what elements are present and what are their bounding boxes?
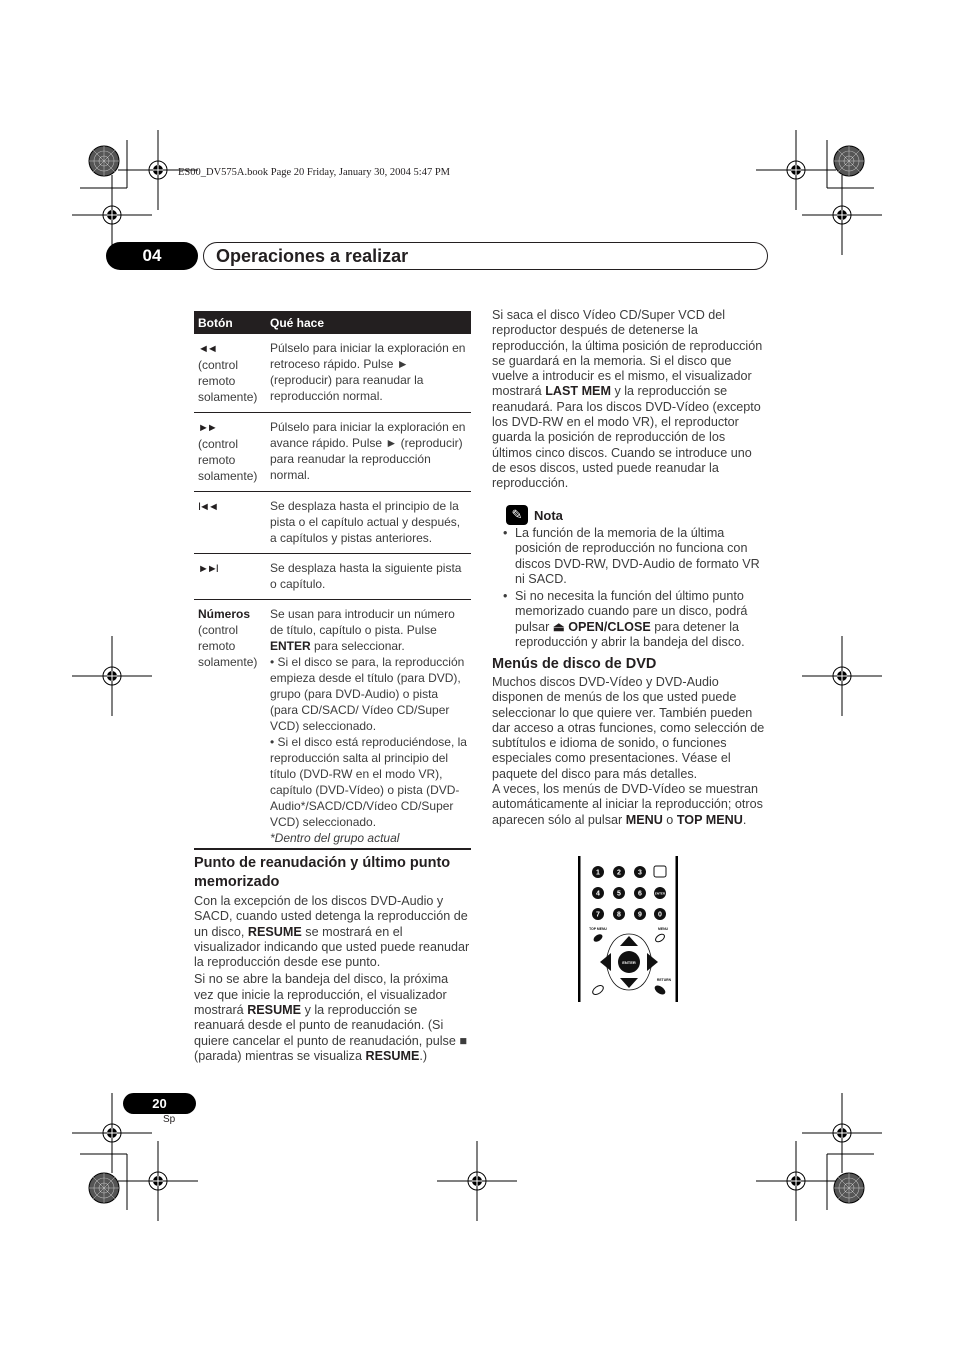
resume-p2-c: .)	[419, 1048, 428, 1063]
resume-label: RESUME	[247, 924, 302, 939]
header-action: Qué hace	[266, 311, 471, 334]
page-language: Sp	[163, 1114, 176, 1125]
description-cell: Púlselo para iniciar la exploración en avance rápido. Pulse ► (reproducir) para reanudar la reproducción normal.	[266, 413, 471, 492]
top-menu-label: TOP MENU	[676, 812, 743, 827]
last-mem-a: Si saca el disco Vídeo CD/Super VCD del reproductor después de detenerse la reproducción, la última posición de reproducción se guardará en la memoria. Si el disco que vuelve a introducir es el mismo, el visualizador mostrará	[492, 308, 763, 399]
blank-key	[654, 866, 666, 877]
button-cell	[194, 334, 266, 413]
menu-label: MENU	[625, 812, 663, 827]
right-arrow-icon	[647, 953, 658, 971]
key-label: 8	[617, 911, 621, 919]
key-label: 9	[638, 911, 642, 919]
note2-a: Si no necesita la función del último punto memorizado cuando pare un disco, podrá pulsar	[515, 589, 748, 634]
return-key-label: RETURN	[656, 978, 672, 982]
resume-p2-b: y la reproducción se reanuará desde el punto de reanudación. (Si quiere cancelar el punto de reanudación, pulse ■ (parada) mientras se visualiza	[194, 1003, 467, 1063]
key-label: 6	[638, 890, 642, 898]
header-button: Botón	[194, 311, 266, 334]
down-arrow-icon	[620, 978, 638, 988]
button-note: (control remoto solamente)	[198, 623, 258, 669]
enter-key-label: ENTER	[622, 960, 636, 965]
description-cell: Se desplaza hasta la siguiente pista o capítulo.	[266, 554, 471, 600]
button-cell	[194, 492, 266, 554]
resume-p2-a: Si no se abre la bandeja del disco, la próxima vez que inicie la reproducción, el visualizador mostrará	[194, 972, 449, 1018]
dvd-paragraph-2	[492, 782, 767, 828]
note2-b: para detener la reproducción y abrir la bandeja del disco.	[515, 619, 745, 650]
table-row	[194, 334, 471, 413]
buttons-table	[194, 311, 471, 853]
left-arrow-icon	[600, 953, 611, 971]
table-row	[194, 413, 471, 492]
numbers-label: Números	[198, 607, 251, 621]
open-close-label: ⏏ OPEN/CLOSE	[552, 619, 651, 634]
key-label: 3	[638, 869, 642, 877]
list-item: • La función de la memoria de la última posición de reproducción no funciona con discos DVD-RW, DVD-Audio de formato VR ni SACD.	[503, 526, 767, 587]
resume-label: RESUME	[365, 1048, 420, 1063]
last-mem-label: LAST MEM	[545, 384, 611, 399]
list-item	[503, 589, 767, 650]
last-mem-paragraph	[492, 308, 767, 492]
menu-key-label: MENU	[658, 927, 668, 931]
table-header-row	[194, 311, 471, 334]
print-line: ES00_DV575A.book Page 20 Friday, January 30, 2004 5:47 PM	[178, 167, 451, 178]
numbers-desc-b: para seleccionar.	[310, 639, 405, 653]
resume-label: RESUME	[247, 1003, 302, 1018]
section-rule	[194, 848, 471, 850]
key-label: 4	[596, 890, 600, 898]
remote-control-illustration	[578, 856, 678, 1002]
dvd-paragraph-1: Muchos discos DVD-Vídeo y DVD-Audio disponen de menús de los que usted puede seleccionar lo que quiere ver. También pueden dar acceso a otras funciones, como selección de subtítulos e idioma de sonido, o funciones especiales como presentaciones. Véase el paquete del disco para más detalles.	[492, 675, 765, 781]
menu-key	[654, 933, 666, 944]
dvd-menu-heading: Menús de disco de DVD	[492, 656, 657, 672]
button-cell	[194, 554, 266, 600]
key-label: 0	[658, 911, 662, 919]
numbers-desc-a: Se usan para introducir un número de título, capítulo o pista. Pulse	[270, 607, 455, 637]
up-arrow-icon	[620, 936, 638, 946]
top-menu-key-label: TOP MENU	[589, 927, 607, 931]
note-label: Nota	[534, 507, 563, 523]
dvd-p2-b: o	[662, 812, 677, 827]
button-note: (control remoto solamente)	[198, 358, 258, 404]
table-row	[194, 554, 471, 600]
resume-p1-a: Con la excepción de los discos DVD-Audio y SACD, cuando usted detenga la reproducción de un disco,	[194, 894, 468, 939]
key-label: 2	[617, 869, 621, 877]
key-label: 5	[617, 890, 621, 898]
resume-paragraph-1	[194, 894, 471, 970]
button-cell	[194, 413, 266, 492]
note-list	[503, 526, 767, 652]
last-mem-b: y la reproducción se reanudará. Para los discos DVD-Vídeo (excepto los DVD-RW en el modo VR), el reproductor guarda la posición de reproducción de los últimos cinco discos. Cuando se introduce uno de esos discos, usted puede reanudar la reproducción.	[492, 384, 761, 491]
description-cell: Se desplaza hasta el principio de la pista o el capítulo actual y después, a capítulos y pistas anteriores.	[266, 492, 471, 554]
resume-text	[194, 894, 471, 1064]
numbers-bullet-2: • Si el disco está reproduciéndose, la reproducción salta al principio del título (DVD-RW en el modo VR), capítulo (DVD-Vídeo) o pista (DVD-Audio*/SACD/CD/Vídeo CD/Super VCD) seleccionado.	[270, 735, 467, 829]
resume-p1-b: se mostrará en el visualizador indicando que usted puede reanudar la reproducción desde ese punto.	[194, 924, 470, 970]
button-note: (control remoto solamente)	[198, 437, 258, 483]
top-menu-key	[592, 933, 604, 944]
fast-forward-icon: ►►	[198, 422, 216, 434]
table-row	[194, 600, 471, 854]
skip-forward-icon: ►►I	[198, 563, 217, 575]
enter-key-label: ENTER	[270, 639, 311, 653]
return-key	[653, 984, 667, 997]
chapter-title: Operaciones a realizar	[216, 246, 409, 266]
pencil-icon: ✎	[506, 505, 528, 525]
description-cell	[266, 600, 471, 854]
resume-paragraph-2	[194, 972, 471, 1064]
table-footnote: *Dentro del grupo actual	[270, 831, 400, 845]
dvd-menu-text	[492, 675, 767, 828]
key-label: ENTER	[654, 891, 666, 896]
table-row	[194, 492, 471, 554]
description-cell: Púlselo para iniciar la exploración en retroceso rápido. Pulse ► (reproducir) para reanudar la reproducción normal.	[266, 334, 471, 413]
numbers-bullet-1: • Si el disco se para, la reproducción empieza desde el título (para DVD), grupo (para DVD-Audio) o pista (para CD/SACD/ Vídeo CD/Super VCD) seleccionado.	[270, 655, 465, 733]
key-label: 1	[596, 869, 600, 877]
page-number: 20	[123, 1093, 196, 1114]
left-oval-key	[591, 984, 605, 997]
key-label: 7	[596, 911, 600, 919]
dvd-p2-a: A veces, los menús de DVD-Vídeo se muestran automáticamente al iniciar la reproducción; otros aparecen sólo al pulsar	[492, 782, 763, 827]
skip-back-icon: I◄◄	[198, 501, 217, 513]
resume-heading: Punto de reanudación y último punto memorizado	[194, 855, 451, 890]
button-cell	[194, 600, 266, 854]
rewind-icon: ◄◄	[198, 343, 216, 355]
note-header	[506, 505, 563, 525]
dvd-p2-c: .	[742, 812, 747, 827]
chapter-number: 04	[106, 242, 198, 270]
